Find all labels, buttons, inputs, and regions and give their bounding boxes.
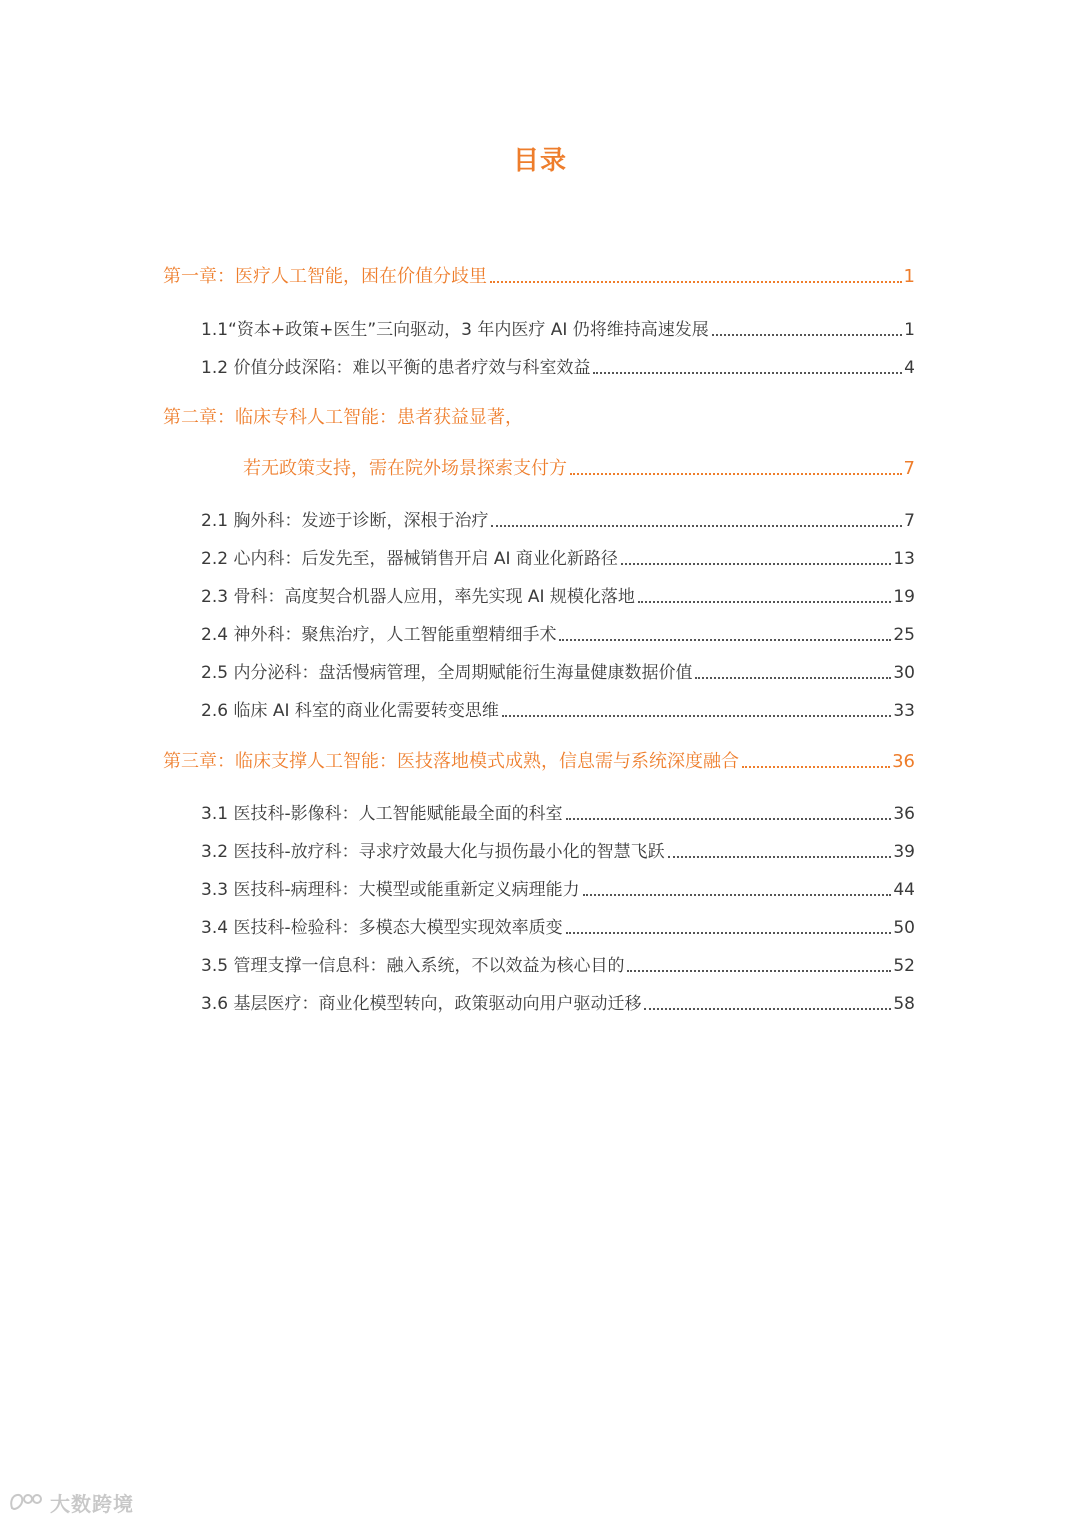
toc-label: 3.6 基层医疗：商业化模型转向，政策驱动向用户驱动迁移 (201, 994, 642, 1014)
dot-leader (668, 855, 892, 858)
watermark (8, 1488, 134, 1516)
toc-section-3-5[interactable] (201, 949, 915, 977)
dot-leader (621, 562, 891, 565)
toc-chapter-2-line-2[interactable] (243, 452, 915, 480)
brand-logo-icon (8, 1490, 44, 1514)
toc-section-3-3[interactable] (201, 873, 915, 901)
toc-section-2-3[interactable] (201, 580, 915, 608)
dot-leader (712, 333, 902, 336)
toc-section-3-4[interactable] (201, 911, 915, 939)
toc-label: 2.4 神外科：聚焦治疗，人工智能重塑精细手术 (201, 625, 557, 645)
toc-label: 2.1 胸外科：发迹于诊断，深根于治疗 (201, 511, 489, 531)
watermark-text: 大数跨境 (50, 1491, 134, 1516)
dot-leader (638, 600, 891, 603)
toc-page-number: 7 (904, 511, 915, 531)
toc-page-number: 19 (893, 587, 915, 607)
toc-section-3-2[interactable] (201, 835, 915, 863)
toc-section-2-2[interactable] (201, 542, 915, 570)
toc-page-number: 33 (893, 701, 915, 721)
toc-page-number: 7 (903, 458, 915, 479)
toc-page-number: 52 (893, 956, 915, 976)
toc-page-number: 58 (893, 994, 915, 1014)
toc-page-number: 1 (904, 320, 915, 340)
toc-label: 2.5 内分泌科：盘活慢病管理，全周期赋能衍生海量健康数据价值 (201, 663, 693, 683)
dot-leader (570, 472, 902, 475)
dot-leader (583, 893, 892, 896)
toc-label: 第三章：临床支撑人工智能：医技落地模式成熟，信息需与系统深度融合 (163, 751, 739, 772)
toc-label: 第一章：医疗人工智能，困在价值分歧里 (163, 266, 487, 287)
dot-leader (566, 817, 892, 820)
toc-label: 3.5 管理支撑一信息科：融入系统，不以效益为核心目的 (201, 956, 625, 976)
toc-section-1-2[interactable] (201, 351, 915, 379)
toc-section-2-1[interactable] (201, 504, 915, 532)
toc-page-number: 13 (893, 549, 915, 569)
toc-label: 2.2 心内科：后发先至，器械销售开启 AI 商业化新路径 (201, 549, 618, 569)
toc-label: 2.6 临床 AI 科室的商业化需要转变思维 (201, 701, 499, 721)
toc-section-3-1[interactable] (201, 797, 915, 825)
dot-leader (593, 371, 902, 374)
toc-label: 2.3 骨科：高度契合机器人应用，率先实现 AI 规模化落地 (201, 587, 635, 607)
toc-page-number: 4 (904, 358, 915, 378)
toc-page-number: 36 (893, 804, 915, 824)
toc-page-number: 39 (893, 842, 915, 862)
toc-page-number: 30 (893, 663, 915, 683)
dot-leader (491, 524, 902, 527)
toc-page-number: 25 (893, 625, 915, 645)
toc-label: 第二章：临床专科人工智能：患者获益显著， (163, 407, 523, 428)
dot-leader (502, 714, 891, 717)
dot-leader (695, 676, 891, 679)
toc-label: 1.1“资本+政策+医生”三向驱动，3 年内医疗 AI 仍将维持高速发展 (201, 320, 709, 340)
dot-leader (490, 280, 902, 283)
toc-label: 3.1 医技科-影像科：人工智能赋能最全面的科室 (201, 804, 563, 824)
toc-page-number: 44 (893, 880, 915, 900)
dot-leader (559, 638, 891, 641)
toc-label: 1.2 价值分歧深陷：难以平衡的患者疗效与科室效益 (201, 358, 591, 378)
toc-label: 3.4 医技科-检验科：多模态大模型实现效率质变 (201, 918, 563, 938)
toc-section-3-6[interactable] (201, 987, 915, 1015)
toc-page-number: 36 (892, 751, 915, 772)
dot-leader (644, 1007, 891, 1010)
toc-label: 若无政策支持，需在院外场景探索支付方 (243, 458, 567, 479)
toc-chapter-2-line-1[interactable] (163, 401, 523, 429)
toc-page-number: 1 (903, 266, 915, 287)
toc-section-2-6[interactable] (201, 694, 915, 722)
dot-leader (742, 765, 890, 768)
toc-section-2-5[interactable] (201, 656, 915, 684)
toc-chapter-3[interactable] (163, 745, 915, 773)
toc-label: 3.3 医技科-病理科：大模型或能重新定义病理能力 (201, 880, 580, 900)
toc-title: 目录 (512, 146, 567, 176)
toc-chapter-1[interactable] (163, 260, 915, 288)
dot-leader (566, 931, 892, 934)
toc-section-1-1[interactable] (201, 313, 915, 341)
toc-page-number: 50 (893, 918, 915, 938)
dot-leader (627, 969, 891, 972)
toc-label: 3.2 医技科-放疗科：寻求疗效最大化与损伤最小化的智慧飞跃 (201, 842, 665, 862)
toc-section-2-4[interactable] (201, 618, 915, 646)
